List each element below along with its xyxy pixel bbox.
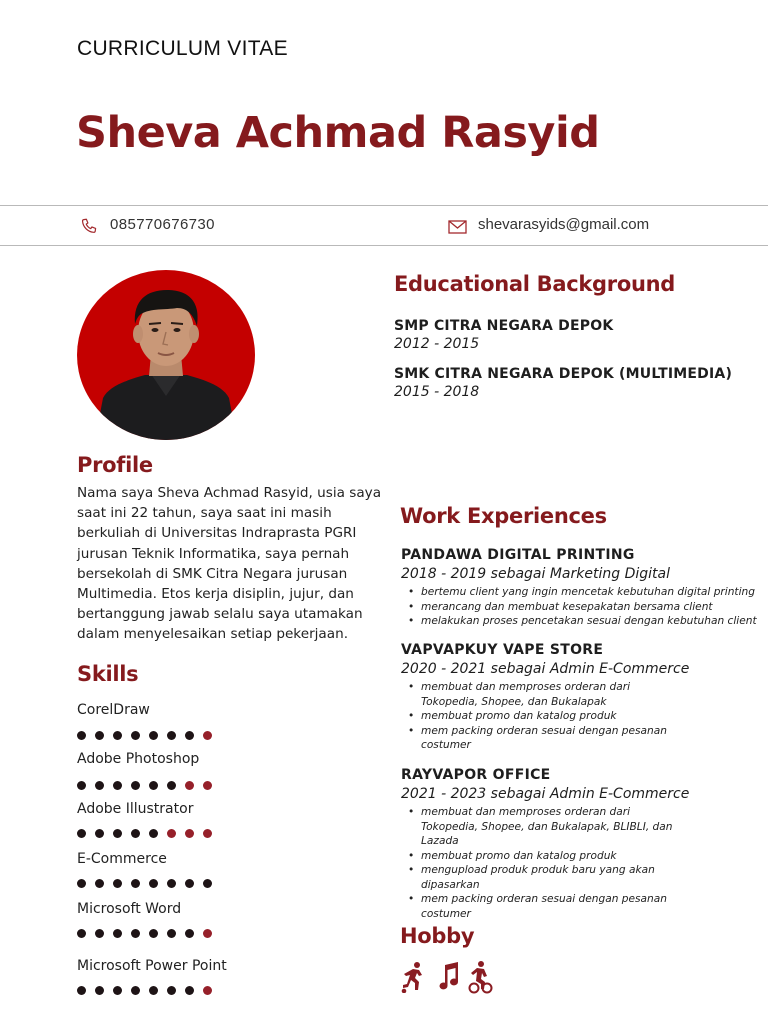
rating-dot-filled	[167, 986, 176, 995]
rating-dot-filled	[167, 781, 176, 790]
skill-name: E-Commerce	[77, 851, 167, 867]
divider-top	[0, 205, 768, 206]
rating-dot-filled	[131, 781, 140, 790]
rating-dot-filled	[77, 929, 86, 938]
profile-title: Profile	[77, 453, 153, 477]
job-duty: • mengupload produk produk baru yang akan dipasarkan	[401, 863, 681, 892]
job-entry	[401, 547, 761, 629]
music-note-icon	[434, 961, 462, 991]
skill-rating	[77, 731, 212, 740]
job-period: 2021 - 2023 sebagai Admin E-Commerce	[401, 786, 690, 802]
skill-name: Microsoft Word	[77, 901, 182, 917]
education-school: SMP CITRA NEGARA DEPOK	[394, 318, 614, 334]
rating-dot-filled	[167, 929, 176, 938]
rating-dot-filled	[131, 731, 140, 740]
job-period: 2018 - 2019 sebagai Marketing Digital	[401, 566, 670, 582]
rating-dot-filled	[131, 986, 140, 995]
rating-dot-filled	[77, 986, 86, 995]
rating-dot-filled	[131, 929, 140, 938]
job-duty: • membuat dan memproses orderan dari Tokopedia, Shopee, dan Bukalapak, BLIBLI, dan Lazada	[401, 805, 681, 849]
job-duty: • bertemu client yang ingin mencetak kebutuhan digital printing	[401, 585, 761, 600]
rating-dot-filled	[113, 986, 122, 995]
rating-dot-filled	[185, 929, 194, 938]
rating-dot-empty	[203, 929, 212, 938]
phone-icon	[80, 217, 98, 235]
rating-dot-filled	[95, 929, 104, 938]
job-duties	[401, 585, 761, 629]
rating-dot-filled	[113, 879, 122, 888]
football-icon	[400, 961, 428, 993]
rating-dot-filled	[95, 731, 104, 740]
rating-dot-empty	[203, 829, 212, 838]
email-icon	[448, 219, 467, 233]
email-address: shevarasyids@gmail.com	[478, 216, 650, 233]
rating-dot-filled	[113, 731, 122, 740]
education-years: 2015 - 2018	[394, 384, 480, 400]
cycling-icon	[467, 960, 493, 994]
rating-dot-filled	[203, 879, 212, 888]
skill-name: Microsoft Power Point	[77, 958, 227, 974]
rating-dot-filled	[77, 829, 86, 838]
document-label: CURRICULUM VITAE	[77, 37, 288, 60]
rating-dot-empty	[185, 829, 194, 838]
work-title: Work Experiences	[400, 504, 607, 528]
skill-rating	[77, 929, 212, 938]
job-duty: • merancang dan membuat kesepakatan bersama client	[401, 600, 761, 615]
skill-rating	[77, 829, 212, 838]
education-title: Educational Background	[394, 272, 675, 296]
profile-photo	[77, 270, 255, 440]
job-entry	[401, 642, 701, 753]
rating-dot-filled	[131, 879, 140, 888]
education-years: 2012 - 2015	[394, 336, 480, 352]
rating-dot-filled	[95, 829, 104, 838]
rating-dot-empty	[203, 731, 212, 740]
rating-dot-filled	[77, 731, 86, 740]
rating-dot-empty	[203, 986, 212, 995]
job-company: PANDAWA DIGITAL PRINTING	[401, 547, 635, 563]
rating-dot-filled	[149, 879, 158, 888]
rating-dot-empty	[185, 781, 194, 790]
rating-dot-filled	[185, 986, 194, 995]
divider-bottom	[0, 245, 768, 246]
rating-dot-filled	[167, 731, 176, 740]
rating-dot-empty	[203, 781, 212, 790]
rating-dot-filled	[185, 731, 194, 740]
rating-dot-filled	[113, 929, 122, 938]
job-company: RAYVAPOR OFFICE	[401, 767, 551, 783]
rating-dot-filled	[95, 986, 104, 995]
person-name: Sheva Achmad Rasyid	[76, 108, 600, 158]
rating-dot-filled	[77, 879, 86, 888]
phone-number: 085770676730	[110, 216, 215, 233]
rating-dot-empty	[167, 829, 176, 838]
job-duties	[401, 805, 681, 921]
job-duty: • membuat dan memproses orderan dari Tokopedia, Shopee, dan Bukalapak	[401, 680, 671, 709]
rating-dot-filled	[131, 829, 140, 838]
skill-rating	[77, 986, 212, 995]
rating-dot-filled	[95, 879, 104, 888]
job-duty: • melakukan proses pencetakan sesuai dengan kebutuhan client	[401, 614, 761, 629]
job-duty: • membuat promo dan katalog produk	[401, 849, 681, 864]
education-school: SMK CITRA NEGARA DEPOK (MULTIMEDIA)	[394, 366, 733, 382]
rating-dot-filled	[149, 829, 158, 838]
skill-rating	[77, 879, 212, 888]
job-duty: • membuat promo dan katalog produk	[401, 709, 671, 724]
rating-dot-filled	[185, 879, 194, 888]
skills-title: Skills	[77, 662, 139, 686]
job-company: VAPVAPKUY VAPE STORE	[401, 642, 604, 658]
skill-rating	[77, 781, 212, 790]
skill-name: Adobe Photoshop	[77, 751, 200, 767]
hobby-title: Hobby	[400, 924, 475, 948]
job-duty: • mem packing orderan sesuai dengan pesanan costumer	[401, 892, 681, 921]
rating-dot-filled	[95, 781, 104, 790]
rating-dot-filled	[77, 781, 86, 790]
rating-dot-filled	[113, 781, 122, 790]
rating-dot-filled	[149, 986, 158, 995]
rating-dot-filled	[167, 879, 176, 888]
job-duties	[401, 680, 671, 753]
job-duty: • mem packing orderan sesuai dengan pesanan costumer	[401, 724, 671, 753]
rating-dot-filled	[149, 731, 158, 740]
skill-name: CorelDraw	[77, 702, 150, 718]
job-period: 2020 - 2021 sebagai Admin E-Commerce	[401, 661, 690, 677]
rating-dot-filled	[149, 929, 158, 938]
skill-name: Adobe Illustrator	[77, 801, 194, 817]
rating-dot-filled	[149, 781, 158, 790]
profile-text: Nama saya Sheva Achmad Rasyid, usia saya saat ini 22 tahun, saya saat ini masih berkuliah di Universitas Indraprasta PGRI jurusan Teknik Informatika, saya pernah bersekolah di SMK Citra Negara jurusan Multimedia. Etos kerja disiplin, jujur, dan bertanggung jawab selalu saya utamakan dalam menyelesaikan setiap pekerjaan.	[77, 485, 382, 643]
rating-dot-filled	[113, 829, 122, 838]
job-entry	[401, 767, 701, 921]
